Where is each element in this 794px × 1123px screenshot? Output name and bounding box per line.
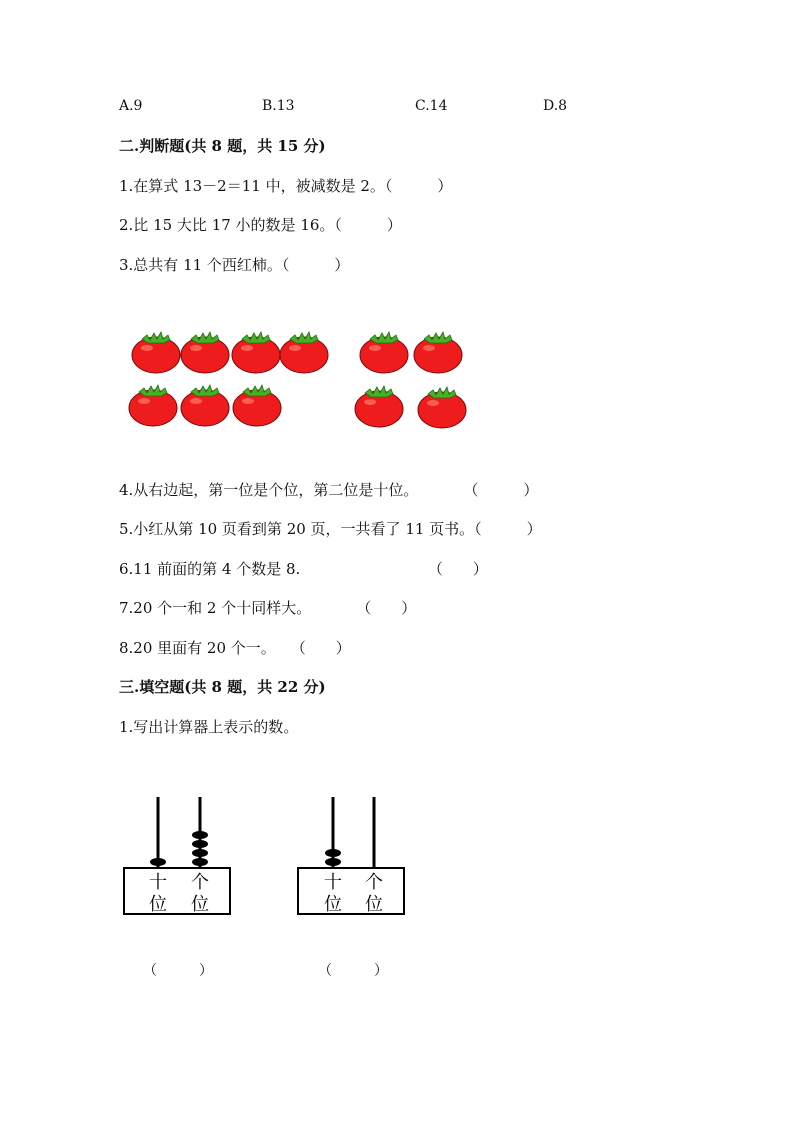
ones-label-top: 个 — [191, 872, 209, 893]
section3-heading: 三.填空题(共 8 题，共 22 分) — [119, 678, 326, 696]
bead — [192, 858, 208, 866]
tomato — [360, 332, 408, 373]
abacus-frame — [124, 868, 230, 914]
tens-label-top: 十 — [149, 872, 167, 893]
judge-question-1: 1.在算式 13－2＝11 中，被减数是 2。（ ） — [119, 177, 453, 195]
tomatoes-illustration — [120, 320, 480, 445]
bead — [192, 849, 208, 857]
judge-question-5: 5.小红从第 10 页看到第 20 页，一共看了 11 页书。（ ） — [119, 520, 542, 538]
abacus-1-answer-blank[interactable]: （ ） — [143, 963, 213, 979]
abacus-frame — [298, 868, 404, 914]
tomato — [280, 332, 328, 373]
tomato — [232, 332, 280, 373]
bead — [325, 849, 341, 857]
tomato — [355, 386, 403, 427]
bead — [325, 858, 341, 866]
tomato — [181, 332, 229, 373]
fill-question-1: 1.写出计算器上表示的数。 — [119, 718, 299, 736]
bead — [192, 831, 208, 839]
tens-label-top: 十 — [324, 872, 342, 893]
judge-question-7: 7.20 个一和 2 个十同样大。 （ ） — [119, 599, 417, 617]
tomato — [129, 385, 177, 426]
abacus-2 — [295, 795, 410, 917]
option-b: B.13 — [262, 98, 295, 114]
tomato — [233, 385, 281, 426]
abacus-2-answer-blank[interactable]: （ ） — [318, 963, 388, 979]
tomato — [132, 332, 180, 373]
option-a: A.9 — [119, 98, 143, 114]
option-d: D.8 — [543, 98, 568, 114]
tomato — [181, 385, 229, 426]
tens-label-bottom: 位 — [149, 894, 167, 915]
ones-label-bottom: 位 — [365, 894, 383, 915]
tens-label-bottom: 位 — [324, 894, 342, 915]
ones-label-bottom: 位 — [191, 894, 209, 915]
section2-heading: 二.判断题(共 8 题，共 15 分) — [119, 137, 326, 155]
bead — [150, 858, 166, 866]
judge-question-4: 4.从右边起，第一位是个位，第二位是十位。 （ ） — [119, 481, 539, 499]
judge-question-3: 3.总共有 11 个西红柿。（ ） — [119, 256, 350, 274]
abacus-1 — [120, 795, 235, 917]
tomato — [414, 332, 462, 373]
tomato — [418, 387, 466, 428]
judge-question-6: 6.11 前面的第 4 个数是 8. （ ） — [119, 560, 488, 578]
option-c: C.14 — [415, 98, 448, 114]
ones-label-top: 个 — [365, 872, 383, 893]
judge-question-8: 8.20 里面有 20 个一。 （ ） — [119, 639, 351, 657]
bead — [192, 840, 208, 848]
judge-question-2: 2.比 15 大比 17 小的数是 16。（ ） — [119, 216, 402, 234]
